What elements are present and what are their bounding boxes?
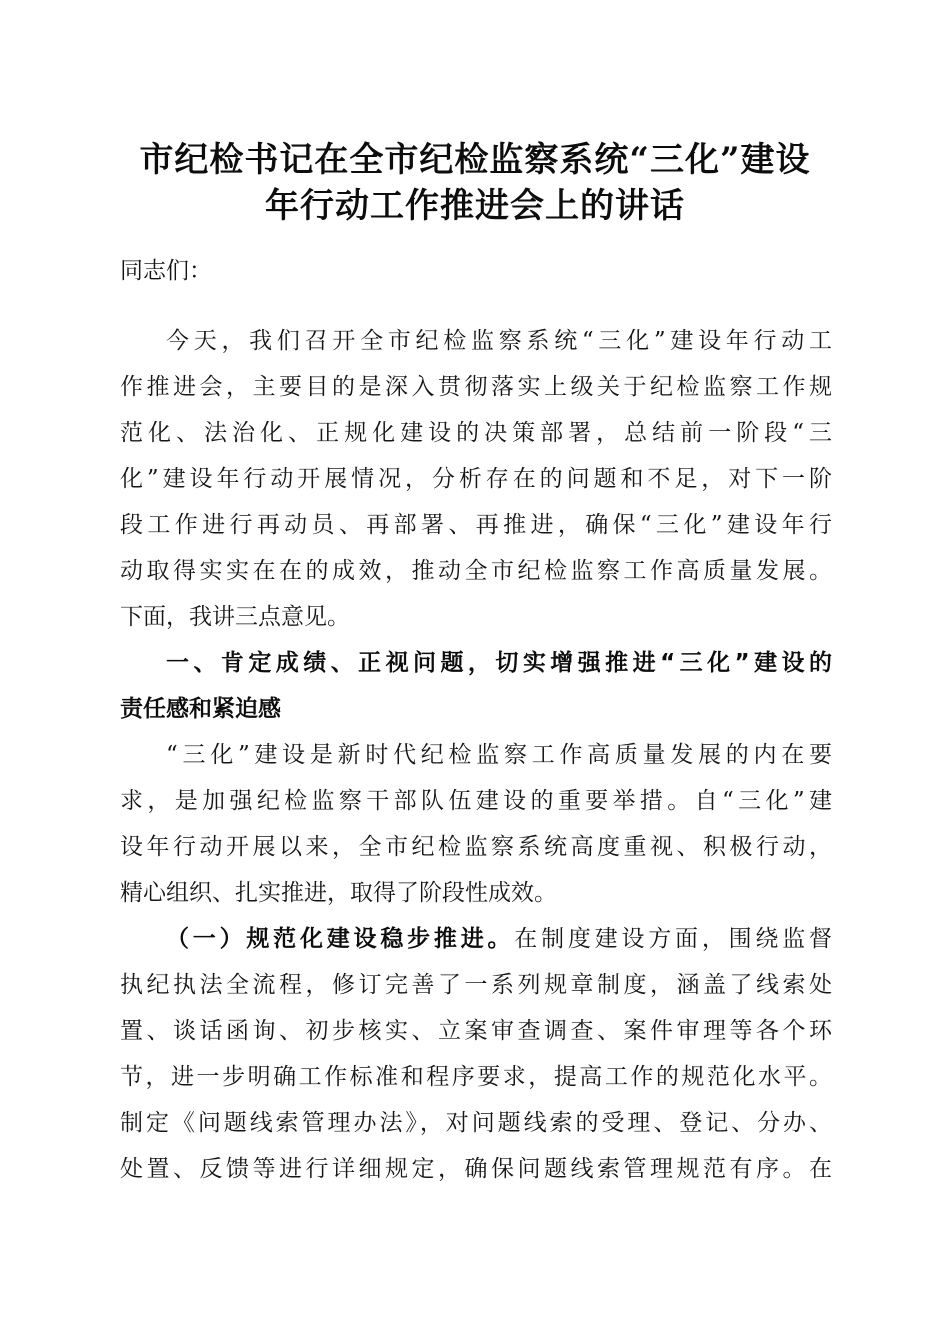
subsection-1-line-2: 执纪执法全流程，修订完善了一系列规章制度，涵盖了线索处 <box>120 972 832 998</box>
intro-line-2: 作推进会，主要目的是深入贯彻落实上级关于纪检监察工作规 <box>120 374 832 400</box>
subsection-1-line-3: 置、谈话函询、初步核实、立案审查调查、案件审理等各个环 <box>120 1018 832 1044</box>
subsection-1-lead-text: 在制度建设方面，围绕监督 <box>514 926 833 952</box>
section-1-heading-line-1: 一、肯定成绩、正视问题，切实增强推进“三化”建设的 <box>166 650 832 676</box>
subsection-1-line-4: 节，进一步明确工作标准和程序要求，提高工作的规范化水平。 <box>120 1064 832 1090</box>
salutation: 同志们： <box>120 258 212 284</box>
intro-line-5: 段工作进行再动员、再部署、再推进，确保“三化”建设年行 <box>120 512 832 538</box>
intro-line-3: 范化、法治化、正规化建设的决策部署，总结前一阶段“三 <box>120 420 832 446</box>
subsection-1-line-5: 制定《问题线索管理办法》，对问题线索的受理、登记、分办、 <box>120 1110 832 1136</box>
intro-line-6: 动取得实实在在的成效，推动全市纪检监察工作高质量发展。 <box>120 558 832 584</box>
document-title-line-1: 市纪检书记在全市纪检监察系统“三化”建设 <box>139 140 811 180</box>
section-1-body-line-3: 设年行动开展以来，全市纪检监察系统高度重视、积极行动， <box>120 834 832 860</box>
section-1-heading-line-2: 责任感和紧迫感 <box>120 696 281 722</box>
subsection-1-heading: （一）规范化建设稳步推进。 <box>166 926 515 952</box>
section-1-body-line-4: 精心组织、扎实推进，取得了阶段性成效。 <box>120 880 557 906</box>
section-1-body-line-2: 求，是加强纪检监察干部队伍建设的重要举措。自“三化”建 <box>120 788 832 814</box>
intro-line-7: 下面，我讲三点意见。 <box>120 604 350 630</box>
subsection-1-line-6: 处置、反馈等进行详细规定，确保问题线索管理规范有序。在 <box>120 1156 832 1182</box>
intro-line-1: 今天，我们召开全市纪检监察系统“三化”建设年行动工 <box>166 328 832 354</box>
intro-line-4: 化”建设年行动开展情况，分析存在的问题和不足，对下一阶 <box>120 466 832 492</box>
subsection-1-lead-line <box>166 916 832 962</box>
document-title-line-2: 年行动工作推进会上的讲话 <box>265 186 685 226</box>
section-1-body-line-1: “三化”建设是新时代纪检监察工作高质量发展的内在要 <box>166 742 832 768</box>
